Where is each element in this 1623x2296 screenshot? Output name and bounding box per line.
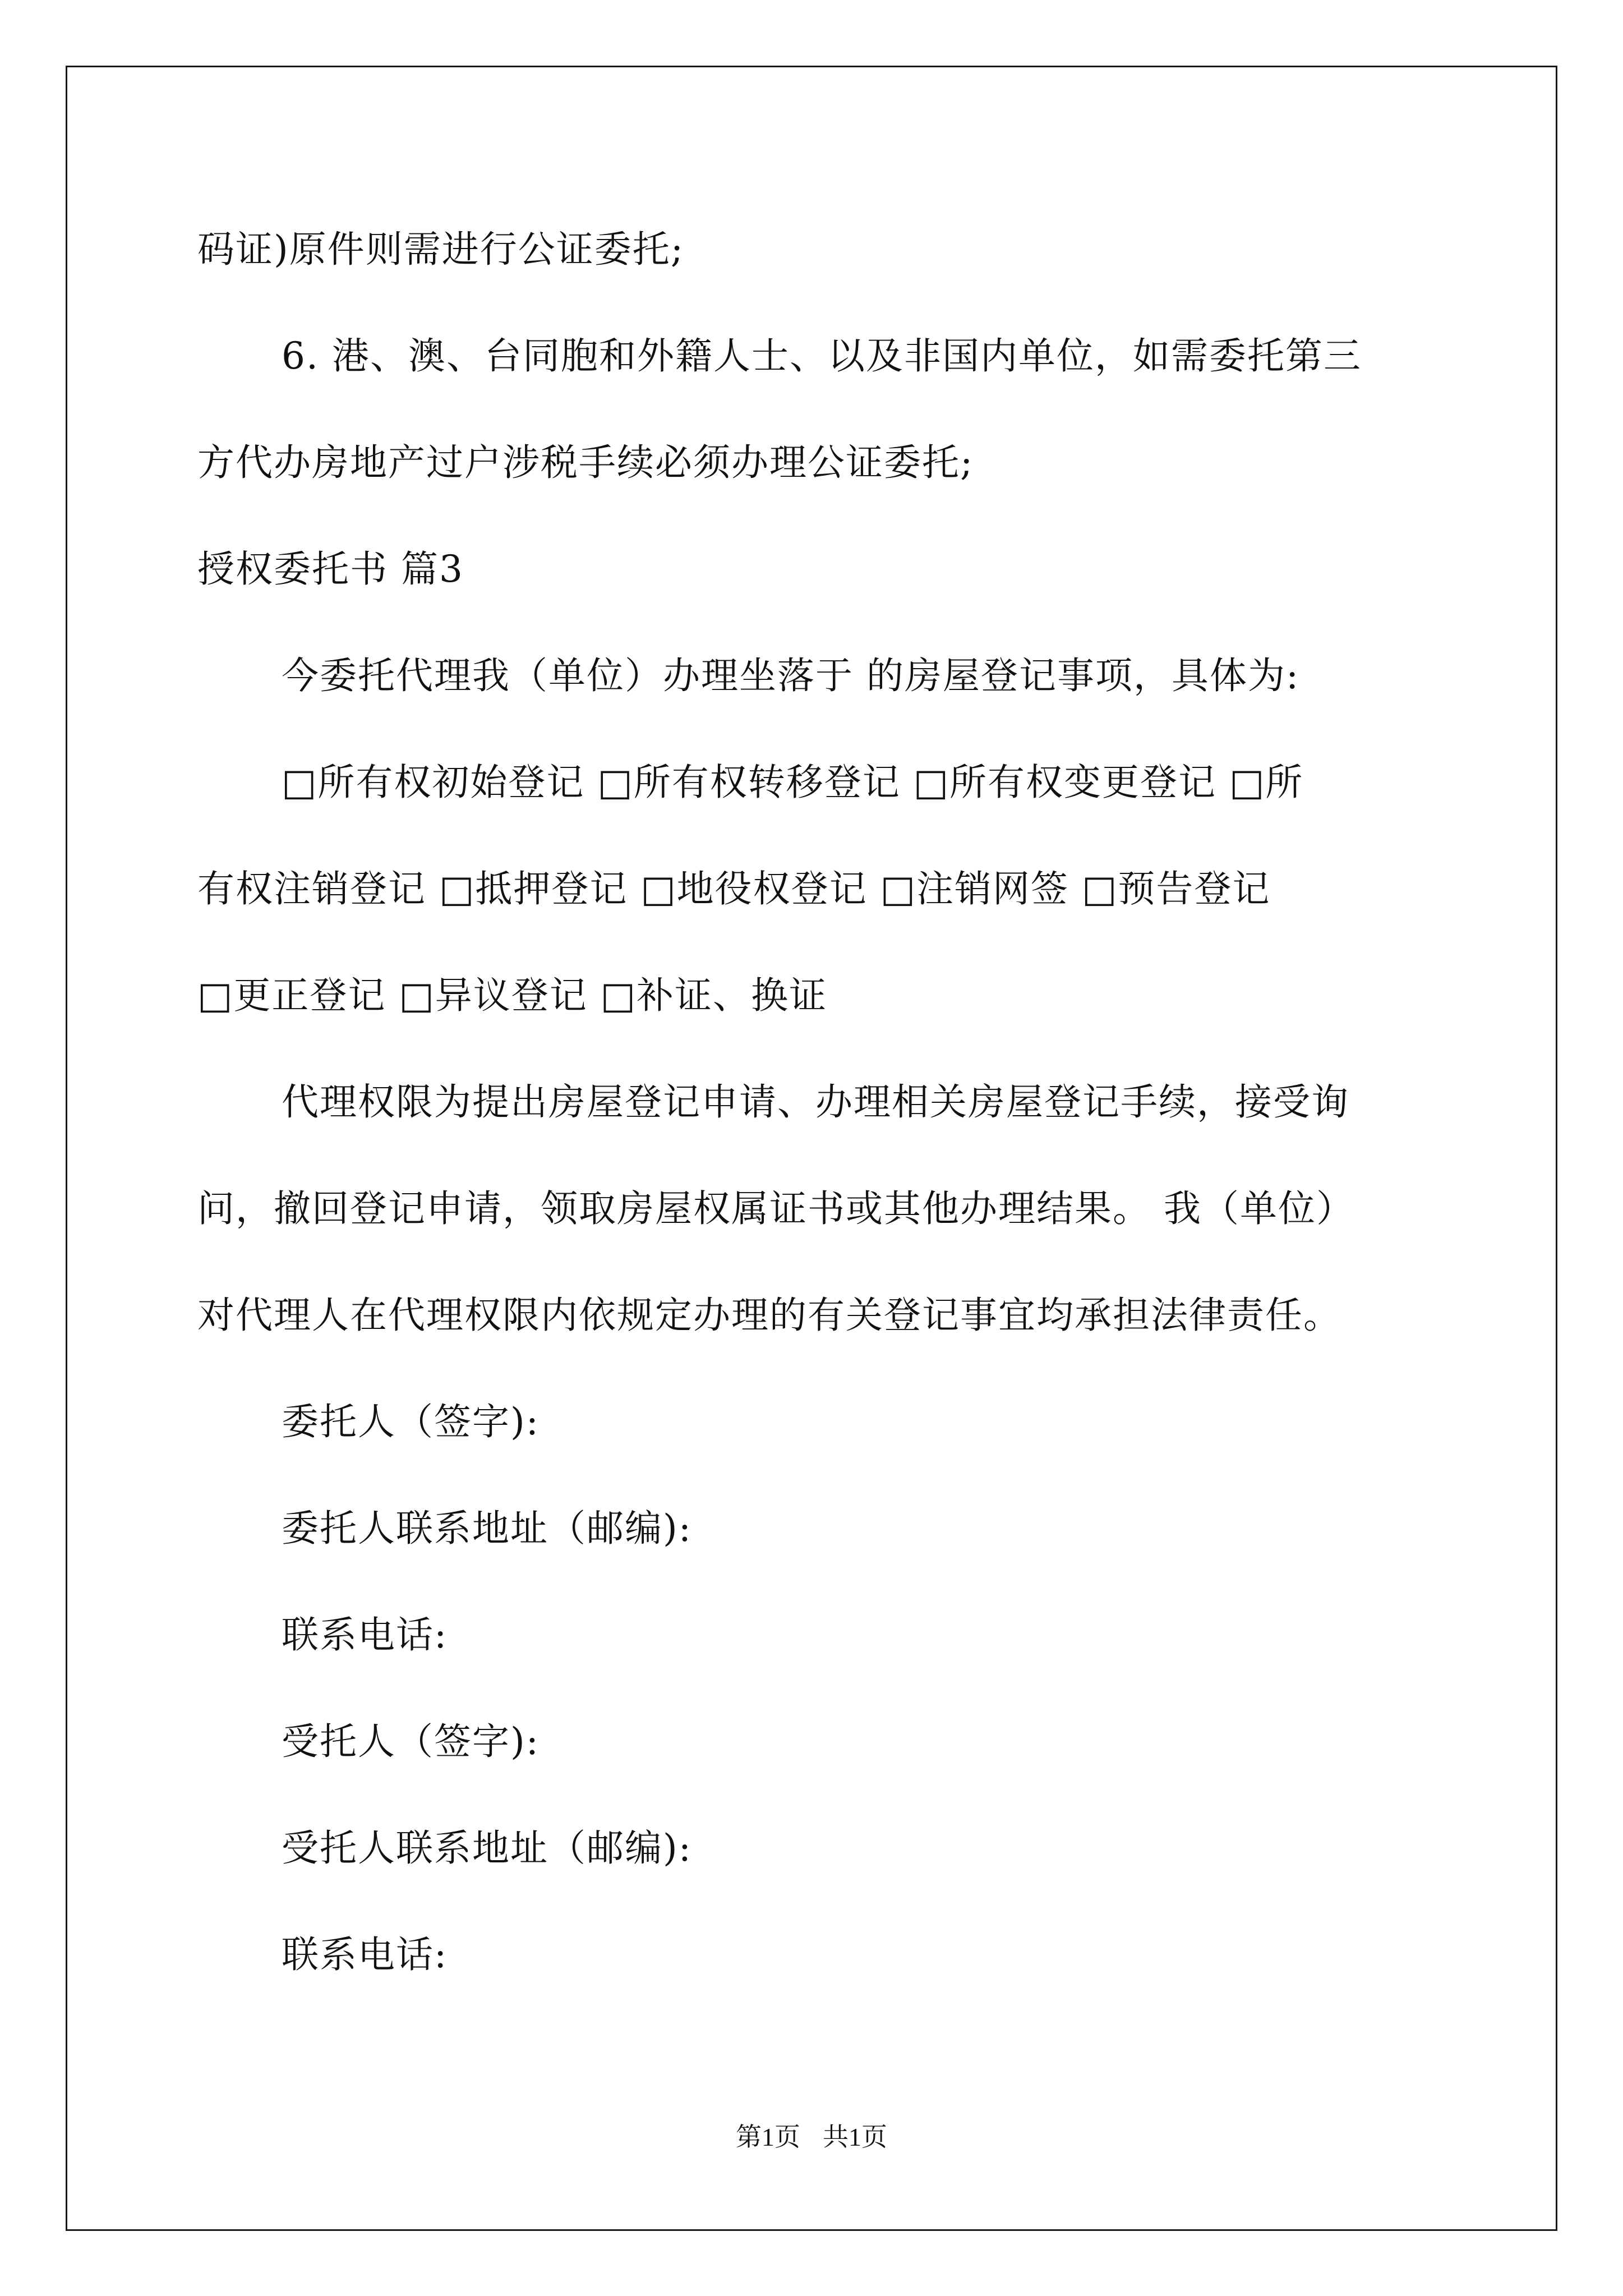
address-principal: 委托人联系地址（邮编):: [282, 1507, 692, 1550]
checkbox-line-1: □所有权初始登记 □所有权转移登记 □所有权变更登记 □所: [282, 761, 1304, 804]
page-footer: [0, 2120, 1623, 2154]
page-border: [66, 66, 1557, 2231]
phone-principal: 联系电话:: [282, 1613, 448, 1657]
signature-agent: 受托人（签字):: [282, 1720, 540, 1763]
text-line-2: 6. 港、澳、台同胞和外籍人士、以及非国内单位，如需委托第三: [282, 334, 1362, 378]
text-line-10: 问，撤回登记申请，领取房屋权属证书或其他办理结果。 我（单位）: [197, 1187, 1354, 1230]
page-number-current: 第1页: [736, 2123, 800, 2151]
text-line-5: 今委托代理我（单位）办理坐落于 的房屋登记事项，具体为:: [282, 654, 1300, 697]
checkbox-line-3: □更正登记 □异议登记 □补证、换证: [197, 974, 828, 1017]
signature-principal: 委托人（签字):: [282, 1400, 540, 1443]
page-number-total: 共1页: [823, 2123, 887, 2151]
address-agent: 受托人联系地址（邮编):: [282, 1826, 692, 1870]
checkbox-line-2: 有权注销登记 □抵押登记 □地役权登记 □注销网签 □预告登记: [197, 867, 1271, 910]
phone-agent: 联系电话:: [282, 1933, 448, 1976]
text-line-11: 对代理人在代理权限内依规定办理的有关登记事宜均承担法律责任。: [197, 1294, 1341, 1337]
section-heading: 授权委托书 篇3: [197, 547, 464, 591]
text-line-9: 代理权限为提出房屋登记申请、办理相关房屋登记手续，接受询: [282, 1080, 1349, 1124]
text-line-3: 方代办房地产过户涉税手续必须办理公证委托;: [197, 441, 974, 484]
text-line-1: 码证)原件则需进行公证委托;: [197, 228, 684, 271]
